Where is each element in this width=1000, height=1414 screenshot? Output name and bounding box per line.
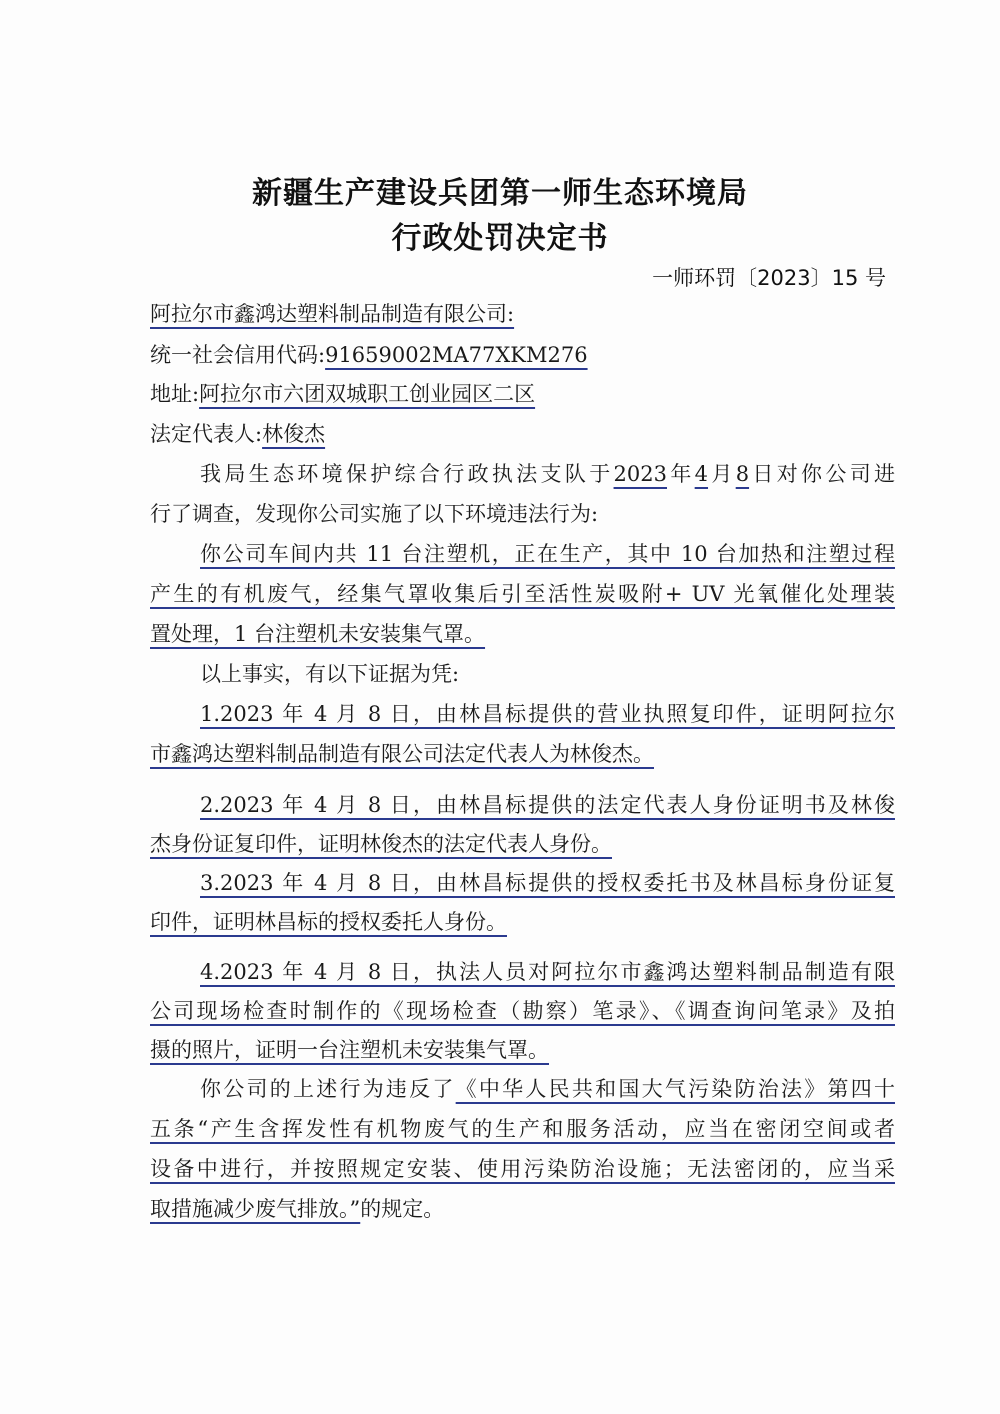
violation-text-3: 置处理，1 台注塑机未安装集气罩。 <box>150 622 486 646</box>
violation-line-1 <box>200 540 895 568</box>
intro-text-a: 我局生态环境保护综合行政执法支队于 <box>200 462 614 486</box>
conclusion-text-a: 你公司的上述行为违反了 <box>200 1077 456 1101</box>
legal-rep-label: 法定代表人: <box>150 422 263 446</box>
address-value: 阿拉尔市六团双城职工创业园区二区 <box>199 382 536 406</box>
evidence-2-line-2 <box>150 830 895 858</box>
evidence-3-line-1 <box>200 869 895 897</box>
inspection-day: 8 <box>735 462 750 486</box>
evidence-1-line-2 <box>150 740 895 768</box>
evidence-4-text-2: 公司现场检查时制作的《现场检查（勘察）笔录》、《调查询问笔录》及拍 <box>150 999 895 1023</box>
evidence-1-text-1: 1.2023 年 4 月 8 日，由林昌标提供的营业执照复印件，证明阿拉尔 <box>200 702 895 726</box>
conclusion-line-4 <box>150 1195 895 1223</box>
credit-code: 91659002MA77XKM276 <box>325 343 588 367</box>
conclusion-line-3 <box>150 1155 895 1183</box>
evidence-1-text-2: 市鑫鸿达塑料制品制造有限公司法定代表人为林俊杰。 <box>150 742 654 766</box>
violation-line-3 <box>150 620 895 648</box>
document-title: 行政处罚决定书 <box>391 221 609 256</box>
agency-title: 新疆生产建设兵团第一师生态环境局 <box>252 176 748 211</box>
conclusion-line-2 <box>150 1115 895 1143</box>
evidence-4-line-3 <box>150 1036 895 1064</box>
inspection-month: 4 <box>694 462 709 486</box>
law-reference: 《中华人民共和国大气污染防治法》第四十 <box>455 1077 895 1101</box>
evidence-4-line-1 <box>200 958 895 986</box>
party-name: 阿拉尔市鑫鸿达塑料制品制造有限公司: <box>150 302 515 326</box>
address-line <box>150 380 895 408</box>
conclusion-ending: 的规定。 <box>360 1197 445 1221</box>
evidence-2-text-2: 杰身份证复印件，证明林俊杰的法定代表人身份。 <box>150 832 612 856</box>
evidence-3-text-2: 印件，证明林昌标的授权委托人身份。 <box>150 910 507 934</box>
intro-text-b: 日对你公司进 <box>749 462 896 486</box>
evidence-3-line-2 <box>150 908 895 936</box>
conclusion-text-2: 五条“产生含挥发性有机物废气的生产和服务活动，应当在密闭空间或者 <box>150 1117 895 1141</box>
inspection-year: 2023 <box>613 462 667 486</box>
intro-line-2: 行了调查，发现你公司实施了以下环境违法行为: <box>150 502 599 526</box>
evidence-4-text-1: 4.2023 年 4 月 8 日，执法人员对阿拉尔市鑫鸿达塑料制品制造有限 <box>200 960 895 984</box>
conclusion-text-3: 设备中进行，并按照规定安装、使用污染防治设施；无法密闭的，应当采 <box>150 1157 895 1181</box>
evidence-heading: 以上事实，有以下证据为凭: <box>200 662 460 686</box>
credit-code-label: 统一社会信用代码: <box>150 343 326 367</box>
document-number: 一师环罚〔2023〕15 号 <box>652 266 886 290</box>
intro-line-1 <box>200 460 895 488</box>
evidence-3-text-1: 3.2023 年 4 月 8 日，由林昌标提供的授权委托书及林昌标身份证复 <box>200 871 895 895</box>
violation-text-2: 产生的有机废气，经集气罩收集后引至活性炭吸附+ UV 光氧催化处理装 <box>150 582 895 606</box>
month-char: 月 <box>708 462 736 486</box>
address-label: 地址: <box>150 382 200 406</box>
party-name-line <box>150 300 895 328</box>
legal-rep-name: 林俊杰 <box>262 422 326 446</box>
evidence-1-line-1 <box>200 700 895 728</box>
violation-line-2 <box>150 580 895 608</box>
evidence-4-line-2 <box>150 997 895 1025</box>
year-char: 年 <box>667 462 695 486</box>
legal-rep-line <box>150 420 895 448</box>
conclusion-line-1 <box>200 1075 895 1103</box>
evidence-4-text-3: 摄的照片，证明一台注塑机未安装集气罩。 <box>150 1038 549 1062</box>
credit-code-line <box>150 341 895 369</box>
evidence-2-line-1 <box>200 791 895 819</box>
violation-text-1: 你公司车间内共 11 台注塑机，正在生产，其中 10 台加热和注塑过程 <box>200 542 895 566</box>
evidence-2-text-1: 2.2023 年 4 月 8 日，由林昌标提供的法定代表人身份证明书及林俊 <box>200 793 895 817</box>
conclusion-text-4: 取措施减少废气排放。” <box>150 1197 361 1221</box>
